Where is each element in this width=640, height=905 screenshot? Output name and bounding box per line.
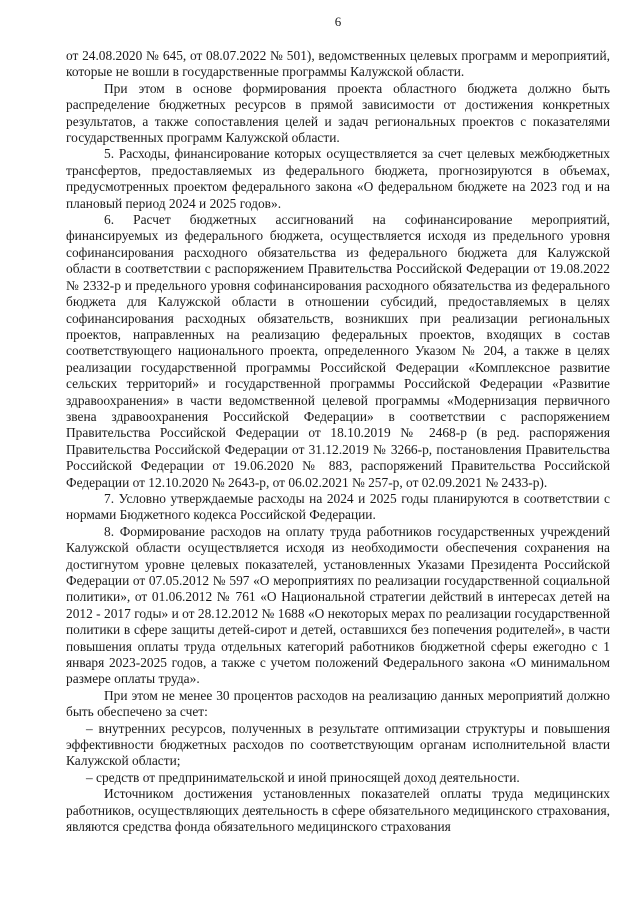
- paragraph: Источником достижения установленных показателей оплаты труда медицинских работников, осуществляющих деятельность в сфере обязательного медицинского страхования, являются средства фонда обязательного медицинского страхования: [66, 786, 610, 835]
- paragraph-item-7: 7. Условно утверждаемые расходы на 2024 и 2025 годы планируются в соответствии с нормами Бюджетного кодекса Российской Федерации.: [66, 490, 610, 523]
- document-body: [66, 48, 610, 836]
- page-number: 6: [334, 14, 342, 29]
- paragraph-item-8: 8. Формирование расходов на оплату труда работников государственных учреждений Калужской области осуществляется исходя из необходимости обеспечения сохранения на достигнутом уровне целевых показателей, установленных Указами Президента Российской Федерации от 07.05.2012 № 597 «О мероприятиях по реализации государственной социальной политики», от 01.06.2012 № 761 «О Национальной стратегии действий в интересах детей на 2012 - 2017 годы» и от 28.12.2012 № 1688 «О некоторых мерах по реализации государственной политики в сфере защиты детей-сирот и детей, оставшихся без попечения родителей», в части повышения оплаты труда отдельных категорий работников бюджетной сферы ежегодно с 1 января 2023-2025 годов, а также с учетом положений Федерального закона «О минимальном размере оплаты труда».: [66, 523, 610, 687]
- list-item: – внутренних ресурсов, полученных в результате оптимизации структуры и повышения эффективности бюджетных расходов по соответствующим органам исполнительной власти Калужской области;: [66, 720, 610, 769]
- list-item: – средств от предпринимательской и иной приносящей доход деятельности.: [86, 769, 520, 785]
- paragraph-item-6: 6. Расчет бюджетных ассигнований на софинансирование мероприятий, финансируемых из федерального бюджета, осуществляется исходя из предельного уровня софинансирования расходного обязательства из федерального бюджета для Калужской области в соответствии с распоряжением Правительства Российской Федерации от 19.08.2022 № 2332-р и предельного уровня софинансирования расходного обязательства из федерального бюджета для Калужской области в отношении субсидий, предоставляемых в целях софинансирования расходных обязательств, возникших при реализации региональных проектов, направленных на реализацию федеральных проектов, входящих в состав соответствующего национального проекта, определенного Указом № 204, а также в целях реализации государственной программы Российской Федерации «Комплексное развитие сельских территорий» и государственной программы Российской Федерации «Развитие здравоохранения» в части ведомственной целевой программы «Модернизация первичного звена здравоохранения Российской Федерации» в соответствии с распоряжением Правительства Российской Федерации от 18.10.2019 № 2468-р (в ред. распоряжения Правительства Российской Федерации от 31.12.2019 № 3266-р, постановления Правительства Российской Федерации от 19.06.2020 № 883, распоряжений Правительства Российской Федерации от 12.10.2020 № 2643-р, от 06.02.2021 № 257-р, от 02.09.2021 № 2433-р).: [66, 212, 610, 490]
- paragraph: от 24.08.2020 № 645, от 08.07.2022 № 501), ведомственных целевых программ и мероприятий, которые не вошли в государственные программы Калужской области.: [66, 48, 610, 80]
- paragraph: При этом в основе формирования проекта областного бюджета должно быть распределение бюджетных ресурсов в прямой зависимости от достижения конкретных результатов, а также сопоставления целей и задач региональных проектов с показателями государственных программ Калужской области.: [66, 80, 610, 146]
- paragraph: При этом не менее 30 процентов расходов на реализацию данных мероприятий должно быть обеспечено за счет:: [66, 687, 610, 720]
- paragraph-item-5: 5. Расходы, финансирование которых осуществляется за счет целевых межбюджетных трансфертов, предоставляемых из федерального бюджета, прогнозируются в объемах, предусмотренных проектом федерального закона «О федеральном бюджете на 2023 год и на плановый период 2024 и 2025 годов».: [66, 146, 610, 211]
